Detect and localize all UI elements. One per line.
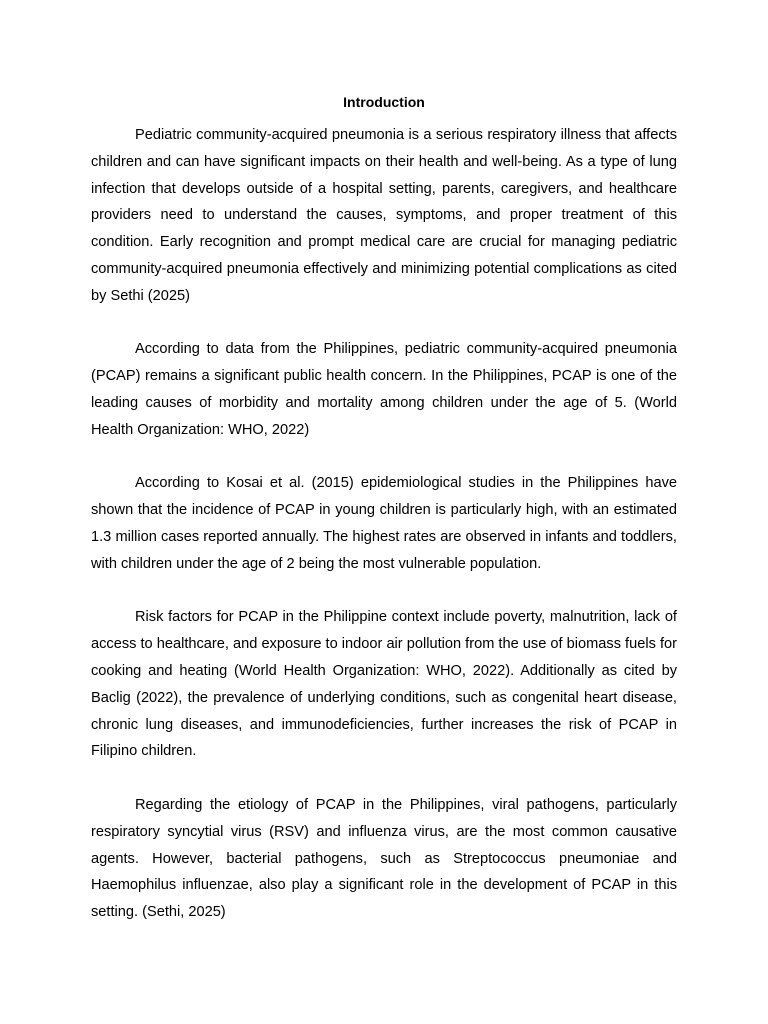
section-title: Introduction [343,94,425,110]
document-page [91,90,677,953]
paragraph-etiology: Regarding the etiology of PCAP in the Philippines, viral pathogens, particularly respiratory syncytial virus (RSV) and influenza virus, are the most common causative agents. However, bacterial pathogens, such as Streptococcus pneumoniae and Haemophilus influenzae, also play a significant role in the development of PCAP in this setting. (Sethi, 2025) [91,796,677,921]
paragraph-epidemiology: According to Kosai et al. (2015) epidemiological studies in the Philippines have shown that the incidence of PCAP in young children is particularly high, with an estimated 1.3 million cases reported annually. The highest rates are observed in infants and toddlers, with children under the age of 2 being the most vulnerable population. [91,475,677,572]
paragraph-intro: Pediatric community-acquired pneumonia is a serious respiratory illness that affects children and can have significant impacts on their health and well-being. As a type of lung infection that develops outside of a hospital setting, parents, caregivers, and healthcare providers need to understand the causes, symptoms, and proper treatment of this condition. Early recognition and prompt medical care are crucial for managing pediatric community-acquired pneumonia effectively and minimizing potential complications as cited by Sethi (2025) [91,127,677,304]
paragraph-risk-factors: Risk factors for PCAP in the Philippine context include poverty, malnutrition, lack of access to healthcare, and exposure to indoor air pollution from the use of biomass fuels for cooking and heating (World Health Organization: WHO, 2022). Additionally as cited by Baclig (2022), the prevalence of underlying conditions, such as congenital heart disease, chronic lung diseases, and immunodeficiencies, further increases the risk of PCAP in Filipino children. [91,609,677,760]
paragraph-philippines-data: According to data from the Philippines, pediatric community-acquired pneumonia (PCAP) remains a significant public health concern. In the Philippines, PCAP is one of the leading causes of morbidity and mortality among children under the age of 5. (World Health Organization: WHO, 2022) [91,341,677,438]
